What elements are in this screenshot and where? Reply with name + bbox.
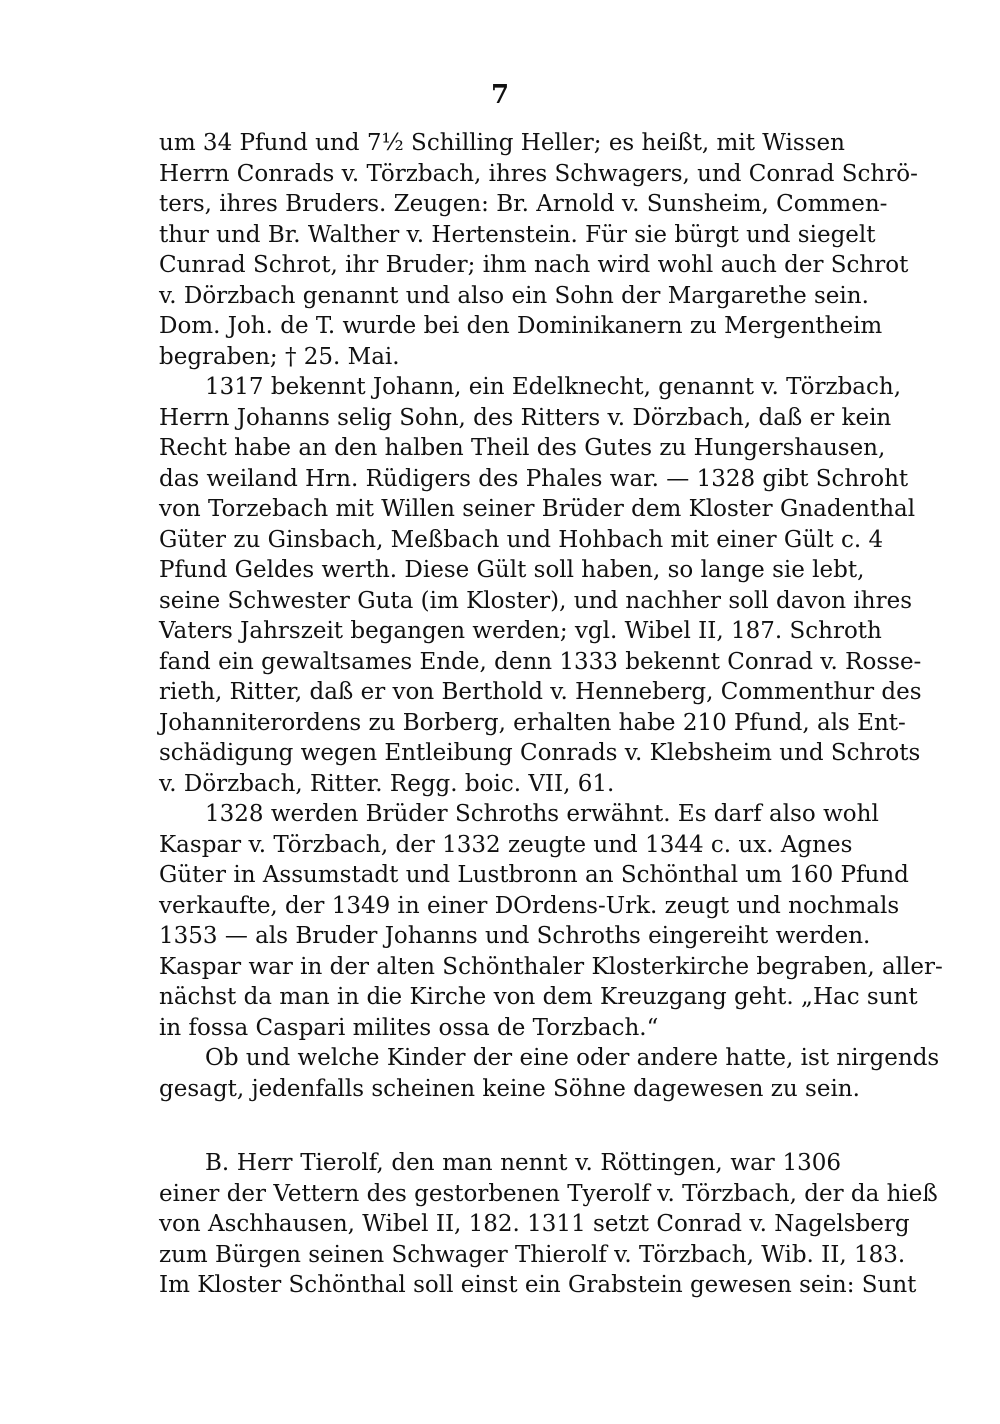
text-line: Güter zu Ginsbach, Meßbach und Hohbach mit einer Gült c. 4 [159, 526, 884, 553]
section-b [159, 1148, 938, 1301]
text-line: um 34 Pfund und 7½ Schilling Heller; es heißt, mit Wissen [159, 130, 845, 156]
paragraph [159, 799, 943, 1043]
text-line: nächst da man in die Kirche von dem Kreuzgang geht. „Hac sunt [159, 984, 918, 1010]
main-text [159, 128, 943, 1104]
paragraph [159, 1148, 938, 1301]
page-number: 7 [490, 80, 510, 110]
text-line: verkaufte, der 1349 in einer DOrdens-Urk. zeugt und nochmals [159, 892, 900, 919]
text-line: Güter in Assumstadt und Lustbronn an Schönthal um 160 Pfund [159, 862, 909, 888]
text-line: Dom. Joh. de T. wurde bei den Dominikanern zu Mergentheim [159, 313, 883, 339]
text-line: schädigung wegen Entleibung Conrads v. Klebsheim und Schrots [159, 740, 921, 766]
text-line: gesagt, jedenfalls scheinen keine Söhne dagewesen zu sein. [159, 1075, 860, 1102]
text-line: Herrn Johanns selig Sohn, des Ritters v. Dörzbach, daß er kein [159, 404, 892, 431]
text-line: Ob und welche Kinder der eine oder andere hatte, ist nirgends [205, 1045, 940, 1071]
text-line: seine Schwester Guta (im Kloster), und nachher soll davon ihres [159, 587, 913, 614]
paragraph [159, 1043, 940, 1104]
text-line: Kaspar v. Törzbach, der 1332 zeugte und 1344 c. ux. Agnes [159, 831, 853, 858]
text-line: 1353 — als Bruder Johanns und Schroths eingereiht werden. [159, 923, 871, 949]
text-line: v. Dörzbach, Ritter. Regg. boic. VII, 61. [159, 770, 615, 797]
text-line: Cunrad Schrot, ihr Bruder; ihm nach wird wohl auch der Schrot [159, 252, 909, 278]
text-line: Recht habe an den halben Theil des Gutes zu Hungershausen, [159, 435, 886, 461]
text-line: B. Herr Tierolf, den man nennt v. Röttingen, war 1306 [205, 1150, 841, 1176]
text-line: 1317 bekennt Johann, ein Edelknecht, genannt v. Törzbach, [205, 374, 902, 400]
text-line: Johanniterordens zu Borberg, erhalten habe 210 Pfund, als Ent- [159, 709, 906, 736]
text-line: zum Bürgen seinen Schwager Thierolf v. Törzbach, Wib. II, 183. [159, 1241, 906, 1268]
text-line: Pfund Geldes werth. Diese Gült soll haben, so lange sie lebt, [159, 557, 865, 583]
text-line: von Aschhausen, Wibel II, 182. 1311 setzt Conrad v. Nagelsberg [159, 1211, 910, 1237]
text-line: begraben; † 25. Mai. [159, 343, 400, 370]
text-line: thur und Br. Walther v. Hertenstein. Für sie bürgt und siegelt [159, 221, 876, 248]
text-line: rieth, Ritter, daß er von Berthold v. Henneberg, Commenthur des [159, 679, 922, 705]
text-line: von Torzebach mit Willen seiner Brüder dem Kloster Gnadenthal [159, 496, 916, 522]
text-line: ters, ihres Bruders. Zeugen: Br. Arnold v. Sunsheim, Commen- [159, 191, 888, 217]
text-line: Kaspar war in der alten Schönthaler Klosterkirche begraben, aller- [159, 953, 943, 980]
text-line: 1328 werden Brüder Schroths erwähnt. Es darf also wohl [205, 801, 879, 827]
text-line: Herrn Conrads v. Törzbach, ihres Schwagers, und Conrad Schrö- [159, 160, 918, 187]
paragraph [159, 128, 918, 372]
text-line: fand ein gewaltsames Ende, denn 1333 bekennt Conrad v. Rosse- [159, 648, 922, 675]
text-line: Vaters Jahrszeit begangen werden; vgl. Wibel II, 187. Schroth [159, 618, 882, 644]
text-line: das weiland Hrn. Rüdigers des Phales war. — 1328 gibt Schroht [159, 465, 909, 492]
text-line: einer der Vettern des gestorbenen Tyerolf v. Törzbach, der da hieß [159, 1180, 938, 1207]
text-line: in fossa Caspari milites ossa de Torzbach.“ [159, 1014, 659, 1041]
text-line: v. Dörzbach genannt und also ein Sohn der Margarethe sein. [159, 282, 869, 309]
text-line: Im Kloster Schönthal soll einst ein Grabstein gewesen sein: Sunt [159, 1272, 917, 1298]
paragraph [159, 372, 922, 799]
